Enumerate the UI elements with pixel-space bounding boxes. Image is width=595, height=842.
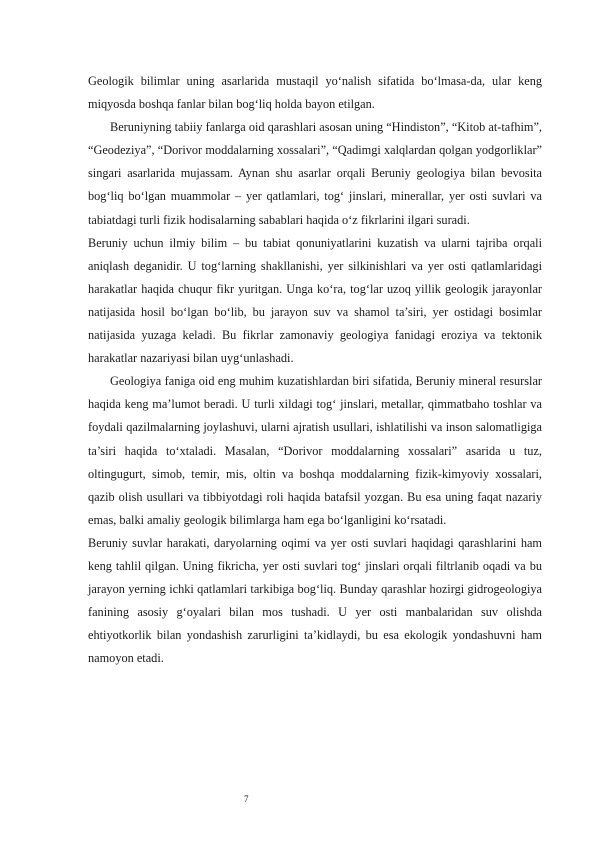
paragraph-5: Beruniy suvlar harakati, daryolarning oqimi va yer osti suvlari haqidagi qarashlarini ham keng tahlil qilgan. Uning fikricha, yer osti suvlari tog‘ jinslari orqali filtrlanib oqadi va bu jarayon yerning ichki qatlamlari tarkibiga bog‘liq. Bunday qarashlar hozirgi gidrogeologiya fanining asosiy g‘oyalari bilan mos tushadi. U yer osti manbalaridan suv olishda ehtiyotkorlik bilan yondashish zarurligini ta’kidlaydi, bu esa ekologik yondashuvni ham namoyon etadi.	[88, 535, 542, 666]
paragraph-2: Beruniyning tabiiy fanlarga oid qarashlari asosan uning “Hindiston”, “Kitob at-tafhim”, “Geodeziya”, “Dorivor moddalarning xossalari”, “Qadimgi xalqlardan qolgan yodgorliklar” singari asarlarida mujassam. Aynan shu asarlar orqali Beruniy geologiya bilan bevosita bog‘liq bo‘lgan muammolar – yer qatlamlari, tog‘ jinslari, minerallar, yer osti suvlari va tabiatdagi turli fizik hodisalarning sabablari haqida o‘z fikrlarini ilgari suradi.	[88, 120, 542, 227]
document-page	[88, 70, 542, 670]
paragraph-4: Geologiya faniga oid eng muhim kuzatishlardan biri sifatida, Beruniy mineral resurslar haqida keng ma’lumot beradi. U turli xildagi tog‘ jinslari, metallar, qimmatbaho toshlar va foydali qazilmalarning joylashuvi, ularni ajratish usullari, ishlatilishi va inson salomatligiga ta’siri haqida to‘xtaladi. Masalan, “Dorivor moddalarning xossalari” asarida u tuz, oltingugurt, simob, temir, mis, oltin va boshqa moddalarning fizik-kimyoviy xossalari, qazib olish usullari va tibbiyotdagi roli haqida batafsil yozgan. Bu esa uning faqat nazariy emas, balki amaliy geologik bilimlarga ham ega bo‘lganligini ko‘rsatadi.	[88, 374, 542, 527]
paragraph-3: Beruniy uchun ilmiy bilim – bu tabiat qonuniyatlarini kuzatish va ularni tajriba orqali aniqlash deganidir. U tog‘larning shakllanishi, yer silkinishlari va yer osti qatlamlaridagi harakatlar haqida chuqur fikr yuritgan. Unga ko‘ra, tog‘lar uzoq yillik geologik jarayonlar natijasida hosil bo‘lgan bo‘lib, bu jarayon suv va shamol ta’siri, yer ostidagi bosimlar natijasida yuzaga keladi. Bu fikrlar zamonaviy geologiya fanidagi eroziya va tektonik harakatlar nazariyasi bilan uyg‘unlashadi.	[88, 235, 542, 366]
paragraph-1: Geologik bilimlar uning asarlarida mustaqil yo‘nalish sifatida bo‘lmasa-da, ular keng miqyosda boshqa fanlar bilan bog‘liq holda bayon etilgan.	[88, 74, 542, 112]
page-number: 7	[244, 794, 249, 804]
